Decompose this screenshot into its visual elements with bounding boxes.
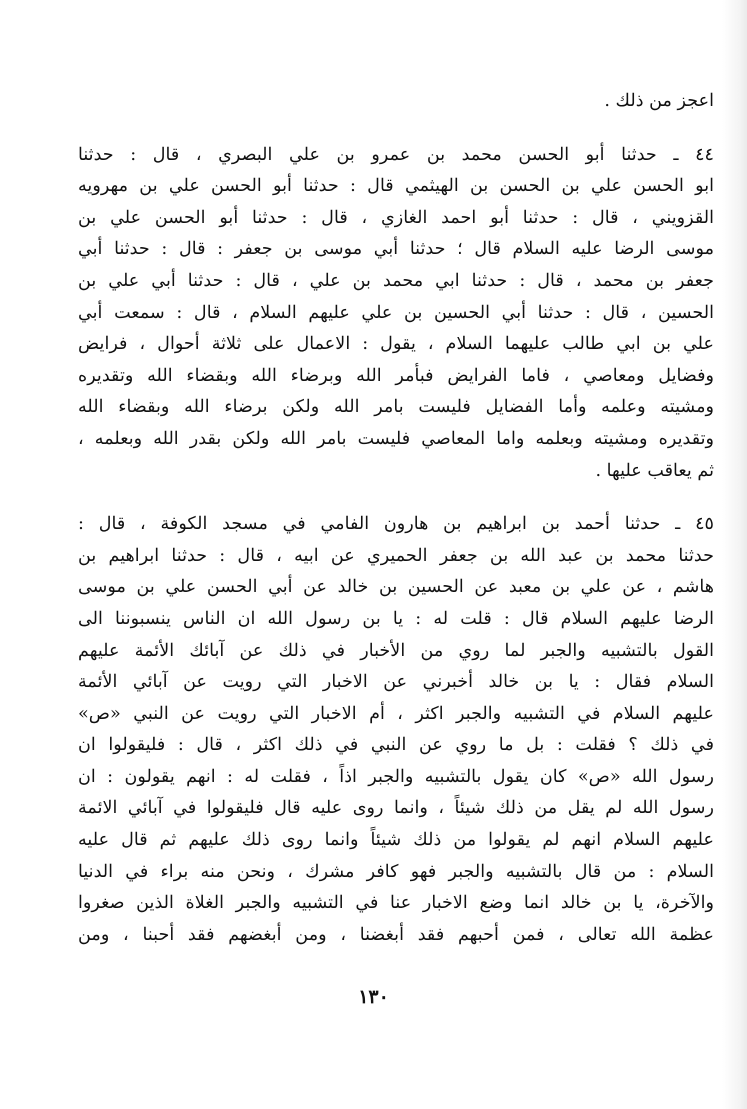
opening-fragment: [78, 86, 714, 118]
text-line: موسى الرضا عليه السلام قال ؛ حدثنا أبي موسى بن جعفر : قال : حدثنا أبي: [78, 239, 714, 260]
text-line: حدثنا محمد بن عبد الله بن جعفر الحميري عن ابيه ، قال : حدثنا ابراهيم بن: [78, 545, 714, 566]
text-line: عليهم السلام في التشبيه والجبر اكثر ، أم الاخبار التي رويت عن النبي «ص»: [78, 703, 714, 724]
text-line: ٤٤ ـ حدثنا أبو الحسن محمد بن عمرو بن علي البصري ، قال : حدثنا: [78, 144, 714, 165]
text-line: والآخرة، يا بن خالد انما وضع الاخبار عنا في التشبيه والجبر الغلاة الذين صغروا: [78, 893, 714, 914]
text-line: في ذلك ؟ فقلت : بل ما روي عن النبي في ذلك اكثر ، قال : فليقولوا ان: [78, 735, 714, 756]
text-line: اعجز من ذلك .: [604, 91, 714, 111]
text-line: ومشيته وعلمه وأما الفضايل فليست بامر الله ولكن برضاء الله وبقضاء الله: [78, 397, 714, 418]
text-line: ابو الحسن علي بن الحسن بن الهيثمي قال : حدثنا أبو الحسن علي بن مهرويه: [78, 176, 714, 197]
text-line: الرضا عليهم السلام قال : قلت له : يا بن رسول الله ان الناس ينسبوننا الى: [78, 608, 714, 629]
text-line: رسول الله «ص» كان يقول بالتشبيه والجبر اذاً ، فقلت له : انهم يقولون : ان: [78, 766, 714, 787]
text-line: عظمة الله تعالى ، فمن أحبهم فقد أبغضنا ، ومن أبغضهم فقد أحبنا ، ومن: [78, 924, 714, 945]
text-line: القول بالتشبيه والجبر لما روي من الأخبار في ذلك عن آبائك الأئمة عليهم: [78, 640, 714, 661]
text-line: السلام : من قال بالتشبيه والجبر فهو كافر مشرك ، ونحن منه براء في الدنيا: [78, 861, 714, 882]
paragraph-45: [78, 509, 714, 951]
text-block: [78, 86, 714, 951]
text-line: هاشم ، عن علي بن معبد عن الحسين بن خالد عن أبي الحسن علي بن موسى: [78, 577, 714, 598]
text-line: وفضايل ومعاصي ، فاما الفرايض فبأمر الله وبرضاء الله وبقضاء الله وتقديره: [78, 365, 714, 386]
text-line: ٤٥ ـ حدثنا أحمد بن ابراهيم بن هارون الفامي في مسجد الكوفة ، قال :: [78, 514, 714, 535]
text-line: جعفر بن محمد ، قال : حدثنا ابي محمد بن علي ، قال : حدثنا أبي علي بن: [78, 270, 714, 291]
text-line: القزويني ، قال : حدثنا أبو احمد الغازي ، قال : حدثنا أبو الحسن علي بن: [78, 207, 714, 228]
text-line: علي بن ابي طالب عليهما السلام ، يقول : الاعمال على ثلاثة أحوال ، فرايض: [78, 334, 714, 355]
text-line: الحسين ، قال : حدثنا أبي الحسين بن علي عليهم السلام ، قال : سمعت أبي: [78, 302, 714, 323]
text-line: السلام فقال : يا بن خالد أخبرني عن الاخبار التي رويت عن آبائي الأئمة: [78, 672, 714, 693]
text-line: عليهم السلام انهم لم يقولوا من ذلك شيئاً وانما روى ذلك عليهم ثم قال عليه: [78, 830, 714, 851]
page-edge-shadow: [722, 0, 747, 1109]
paragraph-44: [78, 140, 714, 488]
text-line: رسول الله لم يقل من ذلك شيئاً ، وانما روى عليه قال فليقولوا في آبائي الائمة: [78, 798, 714, 819]
text-line: ثم يعاقب عليها .: [595, 460, 714, 481]
paragraph-gap: [78, 118, 714, 140]
text-line: وتقديره ومشيته وبعلمه واما المعاصي فليست بامر الله ولكن بقدر الله وبعلمه ،: [78, 428, 714, 449]
paragraph-gap: [78, 487, 714, 509]
page-number: ١٣٠: [358, 986, 389, 1008]
